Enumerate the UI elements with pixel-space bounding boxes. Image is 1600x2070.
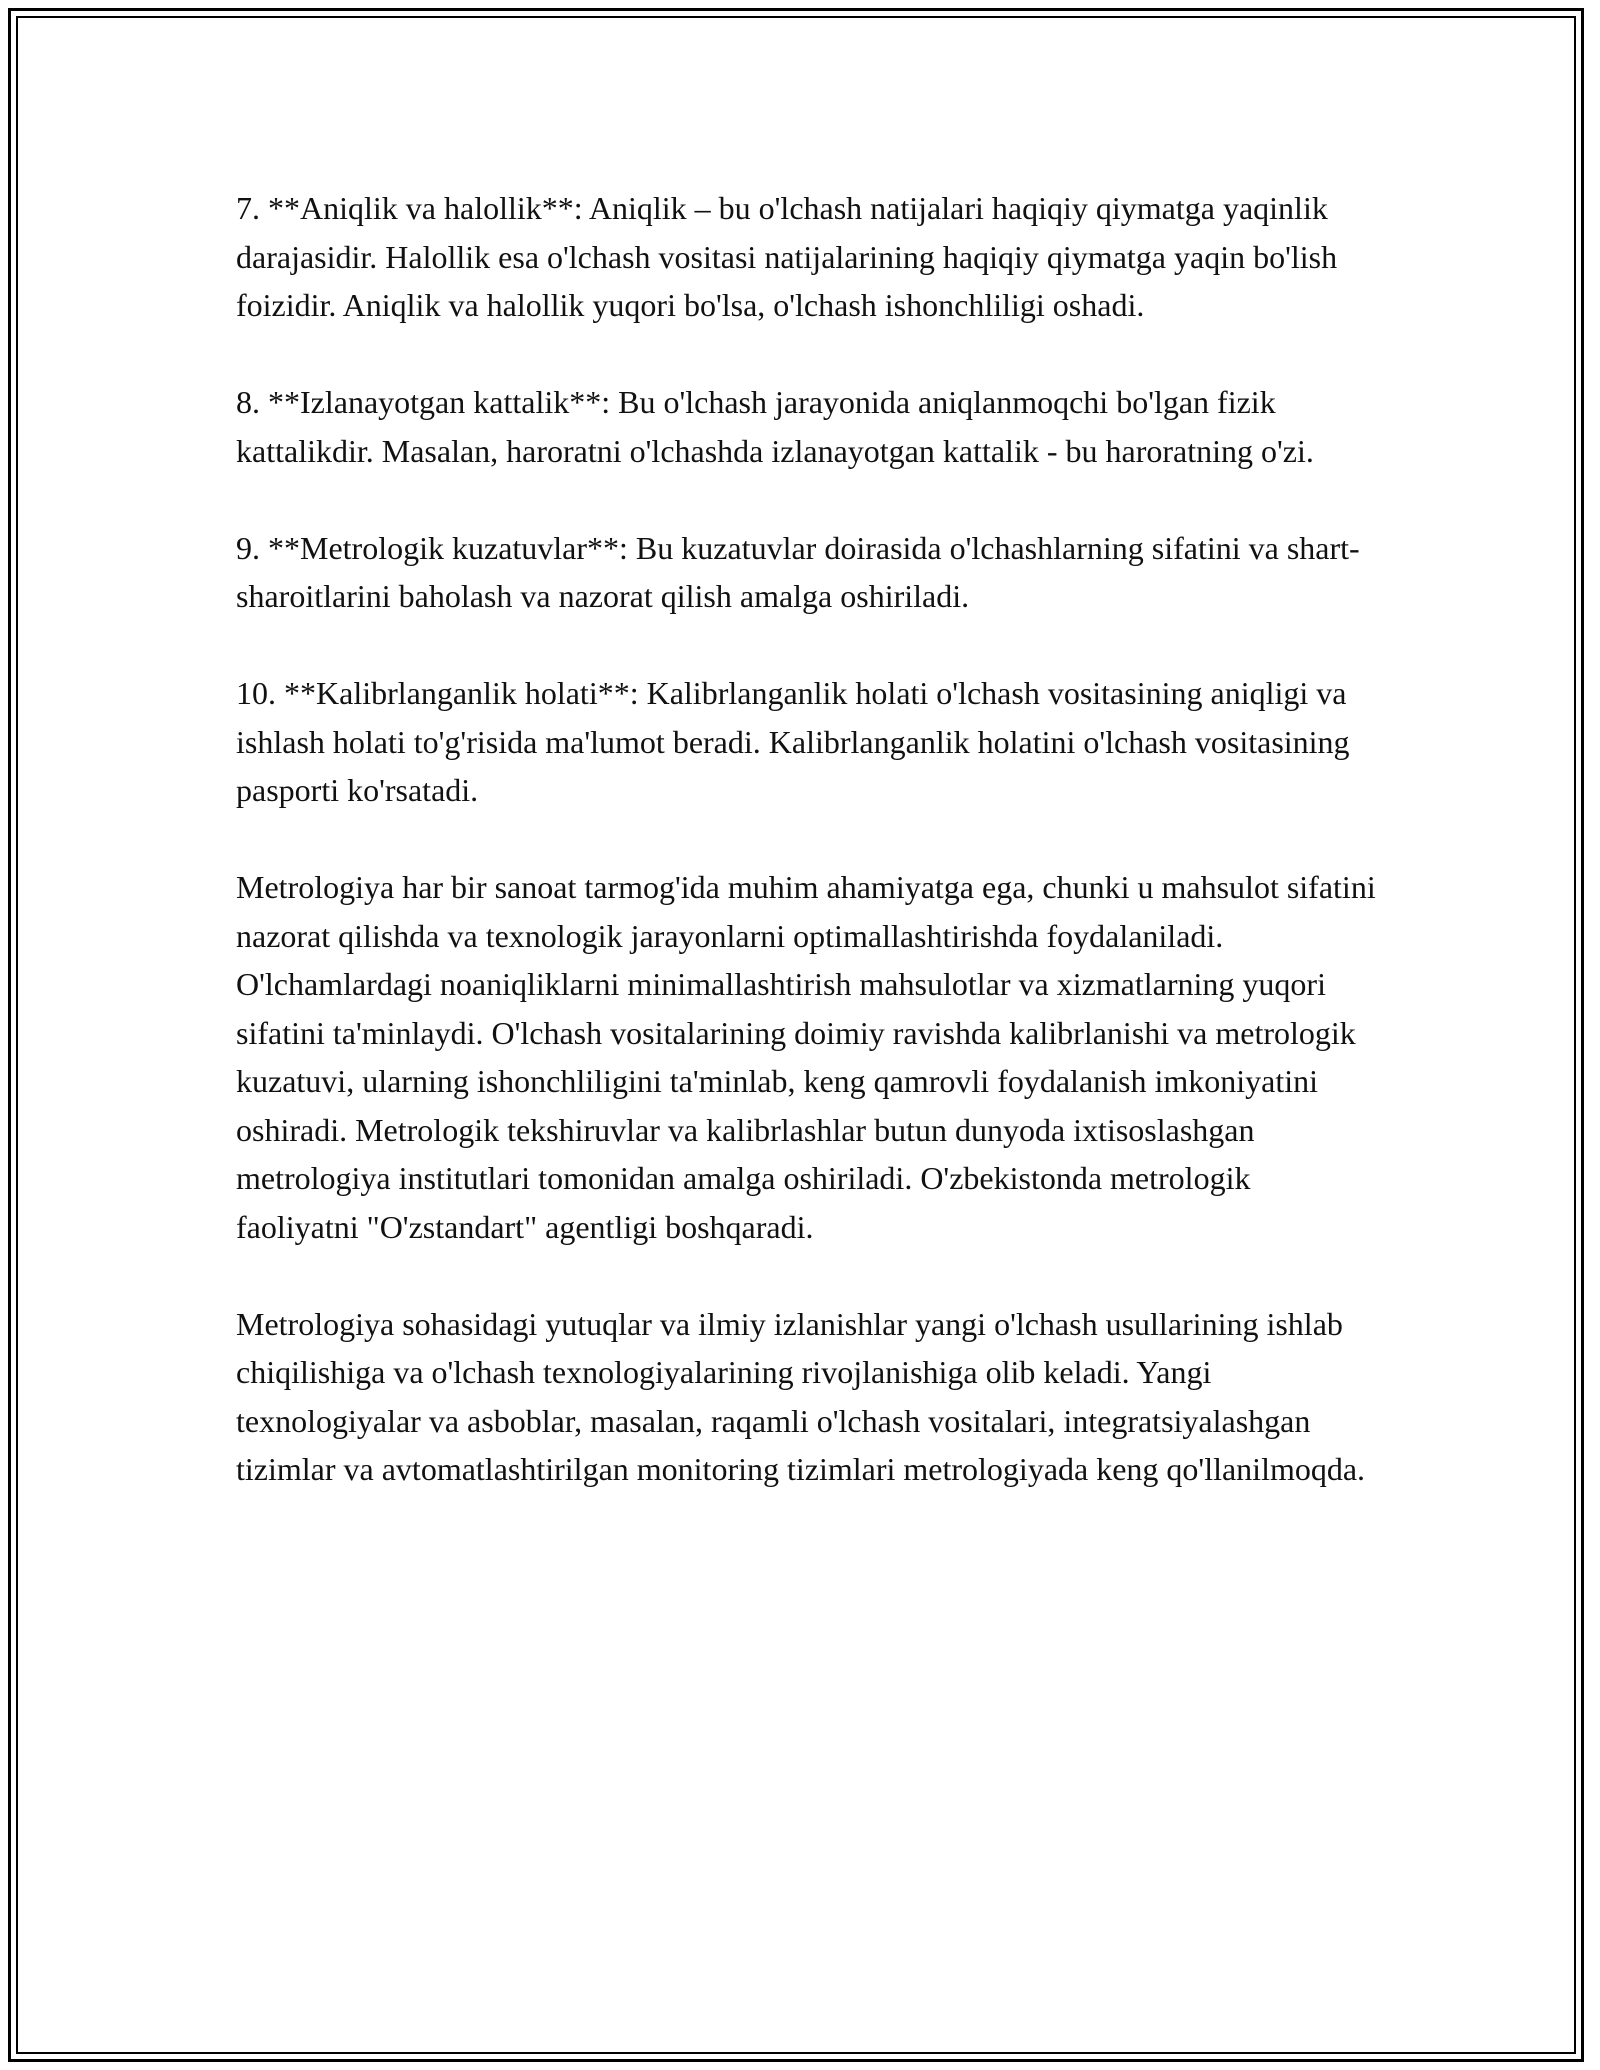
paragraph-metrology-advances: Metrologiya sohasidagi yutuqlar va ilmiy izlanishlar yangi o'lchash usullarining ishlab chiqilishiga va o'lchash texnologiyalarining rivojlanishiga olib keladi. Yangi texnologiyalar va asboblar, masalan, raqamli o'lchash vositalari, integratsiyalashgan tizimlar va avtomatlashtirilgan monitoring tizimlari metrologiyada keng qo'llanilmoqda. (236, 1305, 1366, 1487)
paragraph-item-7: 7. **Aniqlik va halollik**: Aniqlik – bu o'lchash natijalari haqiqiy qiymatga yaqinlik darajasidir. Halollik esa o'lchash vositasi natijalarining haqiqiy qiymatga yaqin bo'lish foizidir. Aniqlik va halollik yuqori bo'lsa, o'lchash ishonchliligi oshadi. (236, 190, 1338, 323)
document-body (236, 184, 1376, 1542)
paragraph-item-8: 8. **Izlanayotgan kattalik**: Bu o'lchash jarayonida aniqlanmoqchi bo'lgan fizik kattalikdir. Masalan, haroratni o'lchashda izlanayotgan kattalik - bu haroratning o'zi. (236, 384, 1314, 469)
paragraph-metrology-importance: Metrologiya har bir sanoat tarmog'ida muhim ahamiyatga ega, chunki u mahsulot sifatini nazorat qilishda va texnologik jarayonlarni optimallashtirishda foydalaniladi. O'lchamlardagi noaniqliklarni minimallashtirish mahsulotlar va xizmatlarning yuqori sifatini ta'minlaydi. O'lchash vositalarining doimiy ravishda kalibrlanishi va metrologik kuzatuvi, ularning ishonchliligini ta'minlab, keng qamrovli foydalanish imkoniyatini oshiradi. Metrologik tekshiruvlar va kalibrlashlar butun dunyoda ixtisoslashgan metrologiya institutlari tomonidan amalga oshiriladi. O'zbekistonda metrologik faoliyatni "O'zstandart" agentligi boshqaradi. (236, 869, 1376, 1245)
paragraph-item-9: 9. **Metrologik kuzatuvlar**: Bu kuzatuvlar doirasida o'lchashlarning sifatini va shart-sharoitlarini baholash va nazorat qilish amalga oshiriladi. (236, 529, 1360, 614)
paragraph-item-10: 10. **Kalibrlanganlik holati**: Kalibrlanganlik holati o'lchash vositasining aniqligi va ishlash holati to'g'risida ma'lumot beradi. Kalibrlanganlik holatini o'lchash vositasining pasporti ko'rsatadi. (236, 675, 1350, 808)
